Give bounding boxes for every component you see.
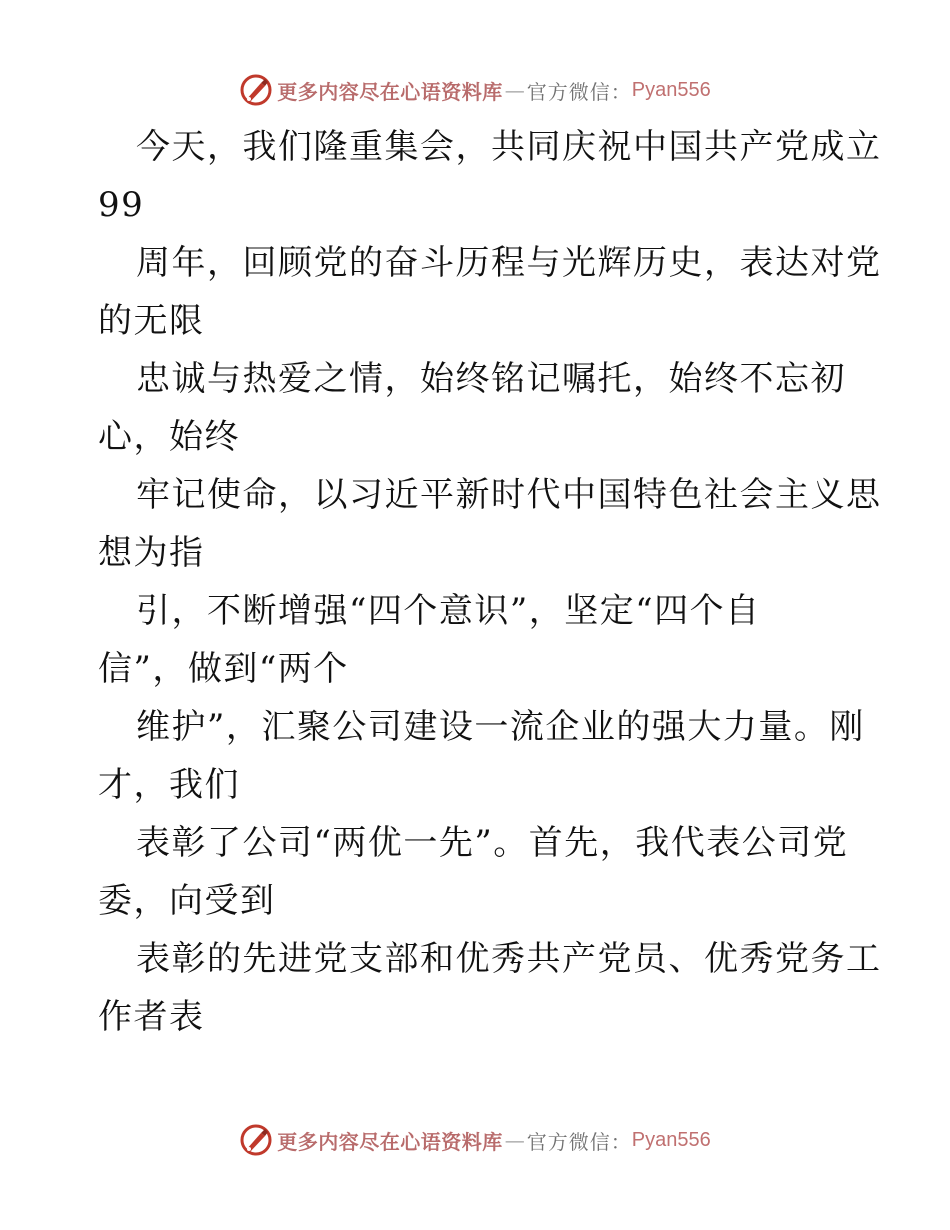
document-body xyxy=(98,118,882,1046)
pen-logo-icon xyxy=(239,1123,273,1157)
body-line: 维护”，汇聚公司建设一流企业的强大力量。刚 xyxy=(136,707,865,747)
body-line: 表彰的先进党支部和优秀共产党员、优秀党务工 xyxy=(136,939,882,979)
body-line: 牢记使命，以习近平新时代中国特色社会主义思 xyxy=(136,475,882,515)
body-line: 周年，回顾党的奋斗历程与光辉历史，表达对党 xyxy=(136,243,882,283)
body-line: 信”，做到“两个 xyxy=(98,649,349,689)
body-line: 想为指 xyxy=(98,533,205,573)
banner-wechat-id: Pyan556 xyxy=(631,78,711,101)
header-banner xyxy=(0,70,950,110)
body-line: 表彰了公司“两优一先”。首先，我代表公司党 xyxy=(136,823,849,863)
footer-banner xyxy=(0,1120,950,1160)
banner-separator: — xyxy=(504,1128,525,1152)
body-line: 才，我们 xyxy=(98,765,240,805)
body-line: 99 xyxy=(98,185,145,225)
body-line: 心，始终 xyxy=(98,417,240,457)
pen-logo-icon xyxy=(239,73,273,107)
body-line: 忠诚与热爱之情，始终铭记嘱托，始终不忘初 xyxy=(136,359,846,399)
banner-separator: — xyxy=(504,78,525,102)
body-line: 的无限 xyxy=(98,301,205,341)
body-line: 今天，我们隆重集会，共同庆祝中国共产党成立 xyxy=(136,127,882,167)
banner-brand-text: 更多内容尽在心语资料库 xyxy=(277,1129,503,1154)
body-line: 作者表 xyxy=(98,997,205,1037)
body-line: 引，不断增强“四个意识”，坚定“四个自 xyxy=(136,591,761,631)
banner-wechat-label: 官方微信： xyxy=(526,79,632,104)
banner-wechat-label: 官方微信： xyxy=(526,1129,632,1154)
banner-brand-text: 更多内容尽在心语资料库 xyxy=(277,79,503,104)
body-line: 委，向受到 xyxy=(98,881,276,921)
banner-wechat-id: Pyan556 xyxy=(631,1128,711,1151)
